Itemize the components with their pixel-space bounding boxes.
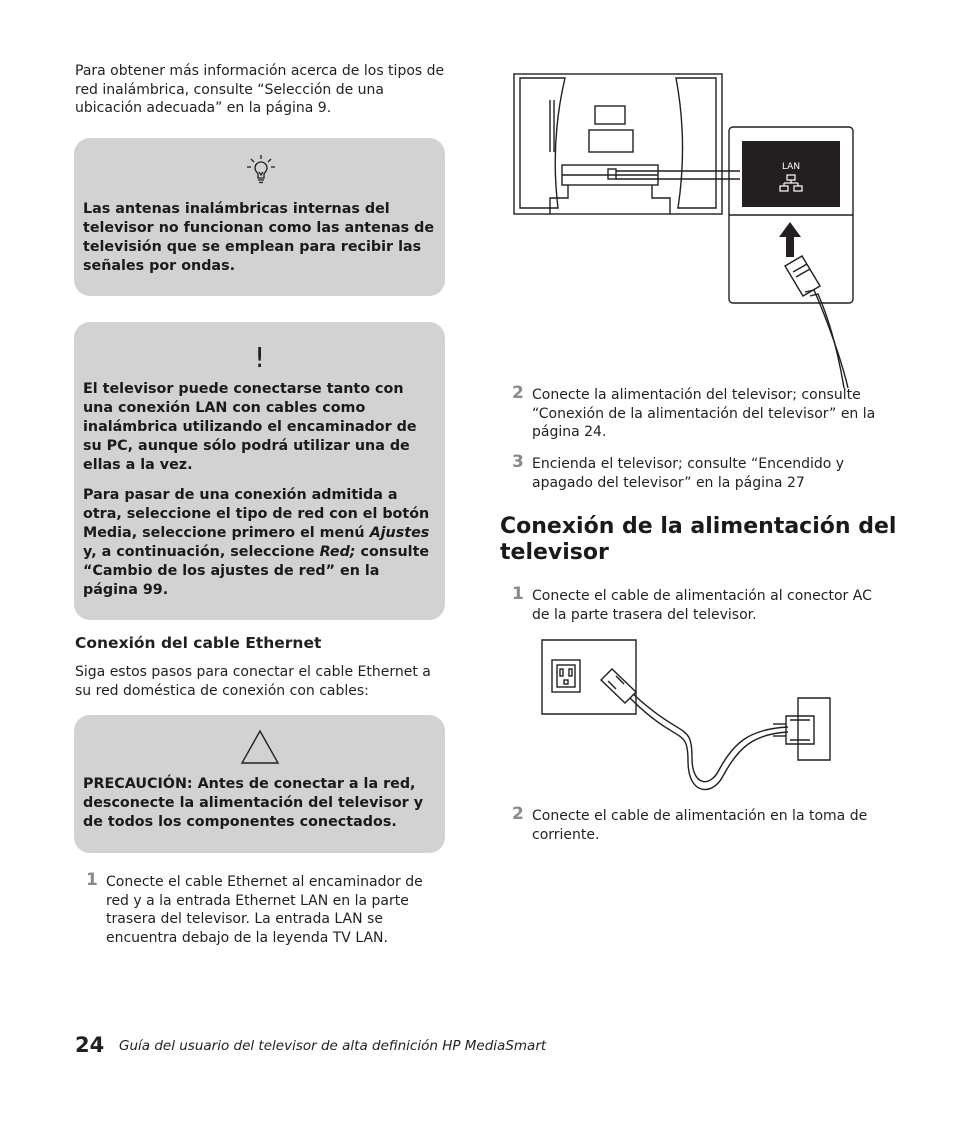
- exclamation-icon: !: [254, 341, 266, 374]
- important-para-2: Para pasar de una conexión admitida a otra, seleccione el tipo de red con el botón Media, seleccione primero el menú Ajustes y, a continuación, seleccione Red; consulte “Cambio de los ajustes de red” en la página 99.: [83, 487, 430, 598]
- caution-text: PRECAUCIÓN: Antes de conectar a la red, desconecte la alimentación del televisor y de todos los componentes conectados.: [83, 776, 424, 830]
- step-3-number: 3: [512, 452, 524, 472]
- page-number: 24: [75, 1033, 105, 1057]
- caution-box: [74, 715, 445, 853]
- step-1-text: Conecte el cable Ethernet al encaminador de red y a la entrada Ethernet LAN en la parte trasera del televisor. La entrada LAN se encuentra debajo de la leyenda TV LAN.: [106, 874, 423, 946]
- tip-text: Las antenas inalámbricas internas del televisor no funcionan como las antenas de televisión que se emplean para recibir las señales por ondas.: [83, 201, 435, 274]
- power-step-2-number: 2: [512, 804, 524, 824]
- footer-title: Guía del usuario del televisor de alta definición HP MediaSmart: [119, 1038, 547, 1054]
- step-1-number: 1: [86, 870, 98, 890]
- warning-triangle-icon: [240, 729, 280, 765]
- section-intro: Siga estos pasos para conectar el cable Ethernet a su red doméstica de conexión con cables:: [75, 664, 431, 699]
- tv-lan-illustration: [510, 72, 860, 390]
- lan-label: LAN: [781, 162, 801, 172]
- step-2-number: 2: [512, 383, 524, 403]
- power-cable-illustration: [538, 636, 838, 796]
- section-heading-ethernet: Conexión del cable Ethernet: [75, 634, 322, 652]
- intro-paragraph: Para obtener más información acerca de los tipos de red inalámbrica, consulte “Selección de una ubicación adecuada” en la página 9.: [75, 63, 445, 116]
- important-para-1: El televisor puede conectarse tanto con una conexión LAN con cables como inalámbrica utilizando el encaminador de su PC, aunque sólo podrá utilizar una de ellas a la vez.: [83, 381, 417, 473]
- step-3-text: Encienda el televisor; consulte “Encendido y apagado del televisor” en la página 27: [532, 456, 845, 491]
- tip-box: [74, 138, 445, 296]
- important-box: [74, 322, 445, 620]
- power-step-2-text: Conecte el cable de alimentación en la toma de corriente.: [532, 808, 868, 843]
- power-step-1-text: Conecte el cable de alimentación al conector AC de la parte trasera del televisor.: [532, 588, 872, 623]
- lightbulb-icon: [240, 152, 282, 190]
- power-section-heading: Conexión de la alimentación del televisor: [500, 514, 897, 565]
- step-2-text: Conecte la alimentación del televisor; consulte “Conexión de la alimentación del televisor” en la página 24.: [532, 387, 876, 440]
- power-step-1-number: 1: [512, 584, 524, 604]
